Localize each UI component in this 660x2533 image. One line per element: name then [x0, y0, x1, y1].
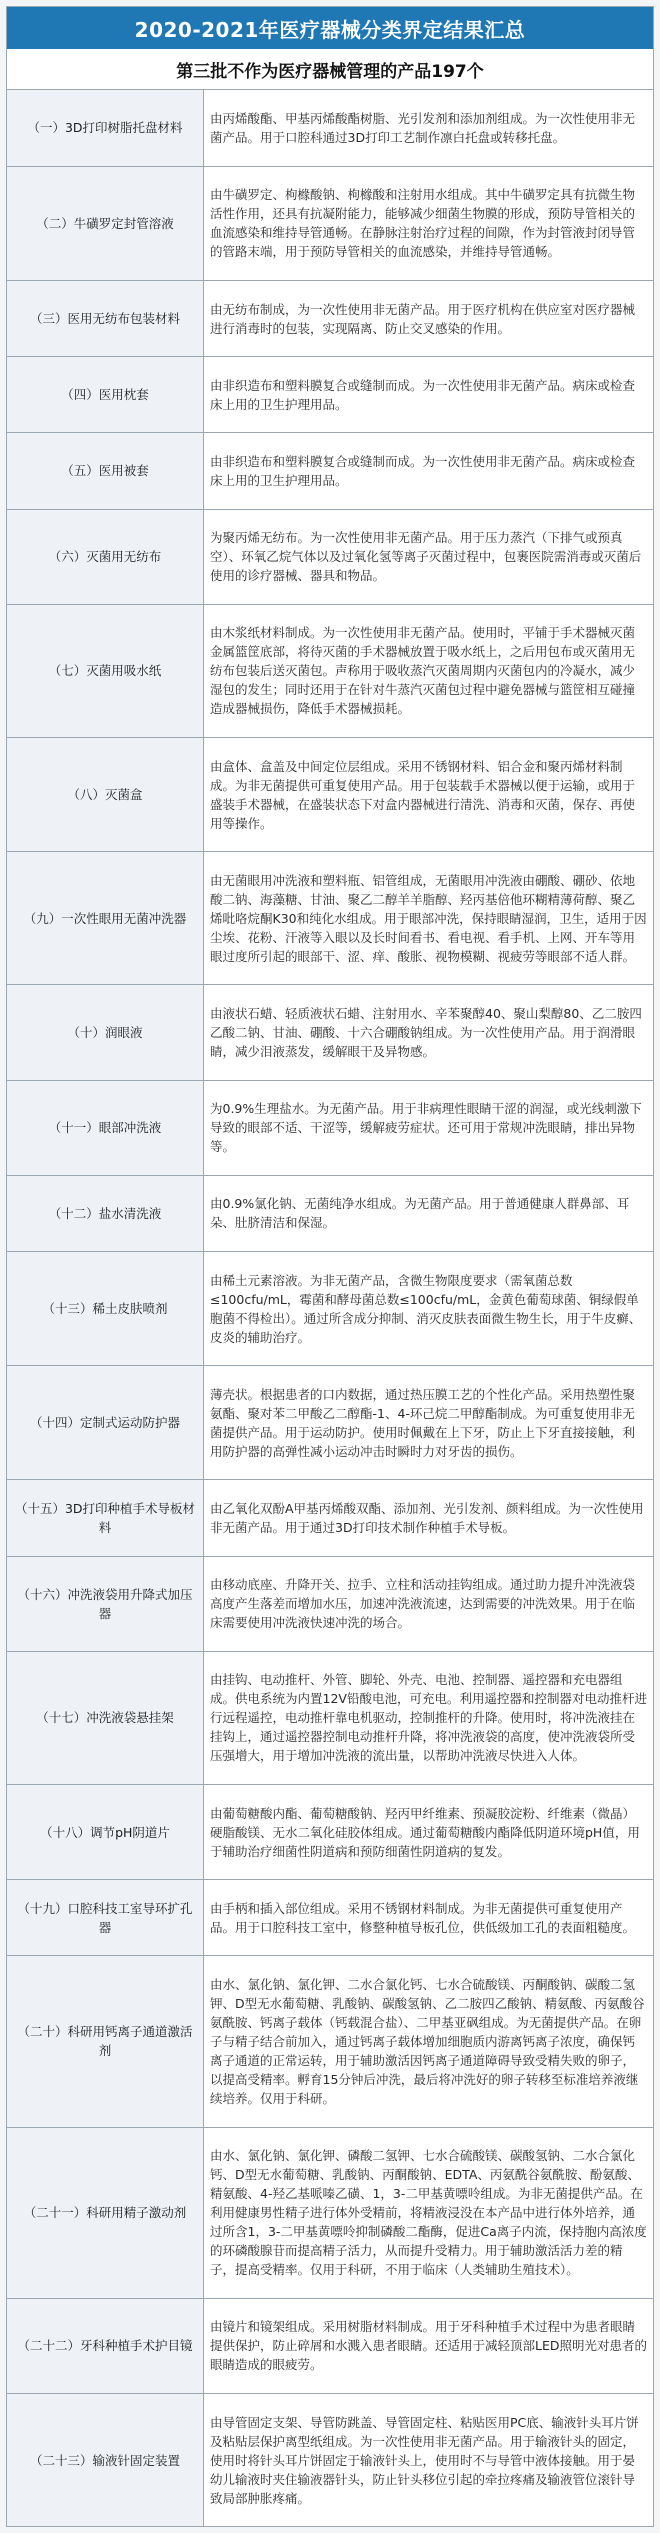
- table-row: [7, 852, 653, 985]
- table-row: [7, 1784, 653, 1879]
- product-name: （十三）稀土皮肤喷剂: [7, 1251, 204, 1365]
- table-row: [7, 1651, 653, 1784]
- product-name: （十九）口腔科技工室导环扩孔器: [7, 1880, 204, 1956]
- document-page: [6, 6, 654, 2527]
- table-row: [7, 280, 653, 356]
- section-subtitle: 第三批不作为医疗器械管理的产品197个: [7, 49, 653, 90]
- product-name: （二十二）牙科种植手术护目镜: [7, 2298, 204, 2393]
- product-name: （十八）调节pH阴道片: [7, 1784, 204, 1879]
- product-name: （八）灭菌盒: [7, 737, 204, 851]
- product-name: （五）医用被套: [7, 433, 204, 509]
- product-description: 由丙烯酸酯、甲基丙烯酸酯树脂、光引发剂和添加剂组成。为一次性使用非无菌产品。用于口腔科通过3D打印工艺制作凛白托盘或转移托盘。: [204, 90, 654, 166]
- table-row: [7, 90, 653, 166]
- product-description: 由无纺布制成，为一次性使用非无菌产品。用于医疗机构在供应室对医疗器械进行消毒时的包装，实现隔离、防止交叉感染的作用。: [204, 280, 654, 356]
- product-name: （七）灭菌用吸水纸: [7, 604, 204, 737]
- product-description: 为0.9%生理盐水。为无菌产品。用于非病理性眼睛干涩的润湿，或光线刺激下导致的眼部不适、干涩等，缓解疲劳症状。还可用于常规冲洗眼睛，排出异物等。: [204, 1080, 654, 1175]
- product-description: 由木浆纸材料制成。为一次性使用非无菌产品。使用时，平铺于手术器械灭菌金属篮筐底部，将待灭菌的手术器械放置于吸水纸上，之后用包布或灭菌用无纺布包装后送灭菌包。声称用于吸收蒸汽灭菌周期内灭菌包内的冷凝水，减少湿包的发生；同时还用于在针对牛蒸汽灭菌包过程中避免器械与篮筐相互碰撞造成器械损伤，降低手术器械损耗。: [204, 604, 654, 737]
- product-name: （十二）盐水清洗液: [7, 1175, 204, 1251]
- table-row: [7, 433, 653, 509]
- product-description: 由手柄和插入部位组成。采用不锈钢材料制成。为非无菌提供可重复使用产品。用于口腔科技工室中，修整种植导板孔位，供低级加工孔的表面粗糙度。: [204, 1880, 654, 1956]
- product-name: （四）医用枕套: [7, 357, 204, 433]
- table-row: [7, 2298, 653, 2393]
- product-name: （十四）定制式运动防护器: [7, 1366, 204, 1480]
- table-row: [7, 1556, 653, 1651]
- product-description: 由移动底座、升降开关、拉手、立柱和活动挂钩组成。通过助力提升冲洗液袋高度产生落差而增加水压，加速冲洗液流速，达到需要的冲洗效果。用于在临床需要使用冲洗液快速冲洗的场合。: [204, 1556, 654, 1651]
- table-row: [7, 2127, 653, 2298]
- table-row: [7, 509, 653, 604]
- product-description: 由乙氧化双酚A甲基丙烯酸双酯、添加剂、光引发剂、颜料组成。为一次性使用非无菌产品。用于通过3D打印技术制作种植手术导板。: [204, 1480, 654, 1556]
- product-description: 由牛磺罗定、枸橼酸钠、枸橼酸和注射用水组成。其中牛磺罗定具有抗微生物活性作用，还具有抗凝附能力，能够减少细菌生物膜的形成，预防导管相关的血流感染和维持导管通畅。在静脉注射治疗过程的间隙，作为封管液封闭导管的管路末端，用于预防导管相关的血流感染，并维持导管通畅。: [204, 166, 654, 280]
- product-name: （十一）眼部冲洗液: [7, 1080, 204, 1175]
- product-name: （二十一）科研用精子激动剂: [7, 2127, 204, 2298]
- product-table-body: [7, 90, 653, 2527]
- product-name: （六）灭菌用无纺布: [7, 509, 204, 604]
- table-row: [7, 737, 653, 851]
- table-row: [7, 1366, 653, 1480]
- product-name: （三）医用无纺布包装材料: [7, 280, 204, 356]
- product-table: [7, 90, 653, 2527]
- table-row: [7, 357, 653, 433]
- table-row: [7, 2393, 653, 2526]
- product-description: 由非织造布和塑料膜复合或缝制而成。为一次性使用非无菌产品。病床或检查床上用的卫生护理用品。: [204, 357, 654, 433]
- page-title: 2020-2021年医疗器械分类界定结果汇总: [7, 7, 653, 49]
- product-name: （二十三）输液针固定装置: [7, 2393, 204, 2526]
- product-description: 由盒体、盒盖及中间定位层组成。采用不锈钢材料、铝合金和聚丙烯材料制成。为非无菌提供可重复使用产品。用于包装载手术器械以便于运输，或用于盛装手术器械，在盛装状态下对盒内器械进行清洗、消毒和灭菌，保存、再使用等操作。: [204, 737, 654, 851]
- table-row: [7, 1956, 653, 2127]
- product-name: （二十）科研用钙离子通道激活剂: [7, 1956, 204, 2127]
- product-description: 由水、氯化钠、氯化钾、磷酸二氢钾、七水合硫酸镁、碳酸氢钠、二水合氯化钙、D型无水葡萄糖、乳酸钠、丙酮酸钠、EDTA、丙氨酰谷氨酰胺、酚氨酸、精氨酸、4-羟乙基哌嗪乙磺、1，3-二甲基黄嘌呤组成。为非无菌提供产品。在利用健康男性精子进行体外受精前，将精液浸没在本产品中进行体外培养，通过所含1，3-二甲基黄嘌呤抑制磷酸二酯酶，促进Ca离子内流，保持胞内高浓度的环磷酸腺苷而提高精子活力，从而提升受精力。用于辅助激活活力差的精子，提高受精率。仅用于科研，不用于临床（人类辅助生殖技术）。: [204, 2127, 654, 2298]
- table-row: [7, 604, 653, 737]
- product-name: （十六）冲洗液袋用升降式加压器: [7, 1556, 204, 1651]
- product-description: 由导管固定支架、导管防跳盖、导管固定柱、粘贴医用PC底、输液针头耳片饼及粘贴层保护离型纸组成。为一次性使用非无菌产品。用于输液针头的固定，使用时将针头耳片饼固定于输液针头上，使用时不与导管中液体接触。用于晏幼儿输液时夹住输液器针头，防止针头移位引起的牵拉疼痛及输液管位滚针导致局部肿胀疼痛。: [204, 2393, 654, 2526]
- product-name: （二）牛磺罗定封管溶液: [7, 166, 204, 280]
- table-row: [7, 1251, 653, 1365]
- product-description: 由镜片和镜架组成。采用树脂材料制成。用于牙科种植手术过程中为患者眼睛提供保护，防止碎屑和水溅入患者眼睛。还适用于减轻顶部LED照明光对患者的眼睛造成的眼疲劳。: [204, 2298, 654, 2393]
- table-row: [7, 1480, 653, 1556]
- product-name: （十）润眼液: [7, 985, 204, 1080]
- product-description: 由挂钩、电动推杆、外管、脚轮、外壳、电池、控制器、遥控器和充电器组成。供电系统为内置12V铅酸电池，可充电。利用遥控器和控制器对电动推杆进行远程遥控，电动推杆靠电机驱动，控制推杆的升降。使用时，将冲洗液挂在挂钩上，通过遥控器控制电动推杆升降，将冲洗液袋的高度，使冲洗液袋所受压强增大，用于增加冲洗液的流出量，以帮助冲洗液尽快进入人体。: [204, 1651, 654, 1784]
- table-row: [7, 1080, 653, 1175]
- product-name: （十五）3D打印种植手术导板材料: [7, 1480, 204, 1556]
- table-row: [7, 166, 653, 280]
- product-description: 由葡萄糖酸内酯、葡萄糖酸钠、羟丙甲纤维素、预凝胶淀粉、纤维素（微晶）硬脂酸镁、无水二氧化硅胶体组成。通过葡萄糖酸内酯降低阴道环境pH值，用于辅助治疗细菌性阴道病和预防细菌性阴道病的复发。: [204, 1784, 654, 1879]
- product-description: 由水、氯化钠、氯化钾、二水合氯化钙、七水合硫酸镁、丙酮酸钠、碳酸二氢钾、D型无水葡萄糖、乳酸钠、碳酸氢钠、乙二胺四乙酸钠、精氨酸、丙氨酸谷氨酰胺、钙离子载体（钙载混合盐）、二甲基亚砜组成。为无菌提供产品。在卵子与精子结合前加入，通过钙离子载体增加细胞质内游离钙离子浓度，确保钙离子通道的正常运转，用于辅助激活因钙离子通道障碍导致受精失败的卵子，以提高受精率。孵育15分钟后冲洗，最后将冲洗好的卵子转移至标准培养液继续培养。仅用于科研。: [204, 1956, 654, 2127]
- table-row: [7, 1880, 653, 1956]
- product-description: 由非织造布和塑料膜复合或缝制而成。为一次性使用非无菌产品。病床或检查床上用的卫生护理用品。: [204, 433, 654, 509]
- table-row: [7, 1175, 653, 1251]
- product-description: 由无菌眼用冲洗液和塑料瓶、铝管组成，无菌眼用冲洗液由硼酸、硼砂、依地酸二钠、海藻糖、甘油、聚乙二醇羊羊脂醇、羟丙基倍他环糊精薄荷醇、聚乙烯吡咯烷酮K30和纯化水组成。用于眼部冲洗，保持眼睛湿润，卫生，适用于因尘埃、花粉、汗液等入眼以及长时间看书、看电视、看手机、上网、开车等用眼过度所引起的眼部干、涩、痒、酸胀、视物模糊、视疲劳等眼部不适人群。: [204, 852, 654, 985]
- product-name: （九）一次性眼用无菌冲洗器: [7, 852, 204, 985]
- product-description: 由稀土元素溶液。为非无菌产品，含微生物限度要求（需氧菌总数≤100cfu/mL，霉菌和酵母菌总数≤100cfu/mL，金黄色葡萄球菌、铜绿假单胞菌不得检出）。通过所含成分抑制、消灭皮肤表面微生物生长，用于牛皮癣、皮炎的辅助治疗。: [204, 1251, 654, 1365]
- product-description: 薄壳状。根据患者的口内数据，通过热压膜工艺的个性化产品。采用热塑性聚氨酯、聚对苯二甲酸乙二醇酯-1、4-环己烷二甲醇酯制成。为可重复使用非无菌提供产品。用于运动防护。使用时佩戴在上下牙，防止上下牙直接接触，利用防护器的高弹性减小运动冲击时瞬时力对牙齿的损伤。: [204, 1366, 654, 1480]
- product-description: 由液状石蜡、轻质液状石蜡、注射用水、辛苯聚醇40、聚山梨醇80、乙二胺四乙酸二钠、甘油、硼酸、十六合硼酸钠组成。为一次性使用产品。用于润滑眼睛，减少泪液蒸发，缓解眼干及异物感。: [204, 985, 654, 1080]
- product-name: （十七）冲洗液袋悬挂架: [7, 1651, 204, 1784]
- table-row: [7, 985, 653, 1080]
- product-name: （一）3D打印树脂托盘材料: [7, 90, 204, 166]
- product-description: 为聚丙烯无纺布。为一次性使用非无菌产品。用于压力蒸汽（下排气或预真空）、环氧乙烷气体以及过氧化氢等离子灭菌过程中，包裹医院需消毒或灭菌后使用的诊疗器械、器具和物品。: [204, 509, 654, 604]
- product-description: 由0.9%氯化钠、无菌纯净水组成。为无菌产品。用于普通健康人群鼻部、耳朵、肚脐清洁和保湿。: [204, 1175, 654, 1251]
